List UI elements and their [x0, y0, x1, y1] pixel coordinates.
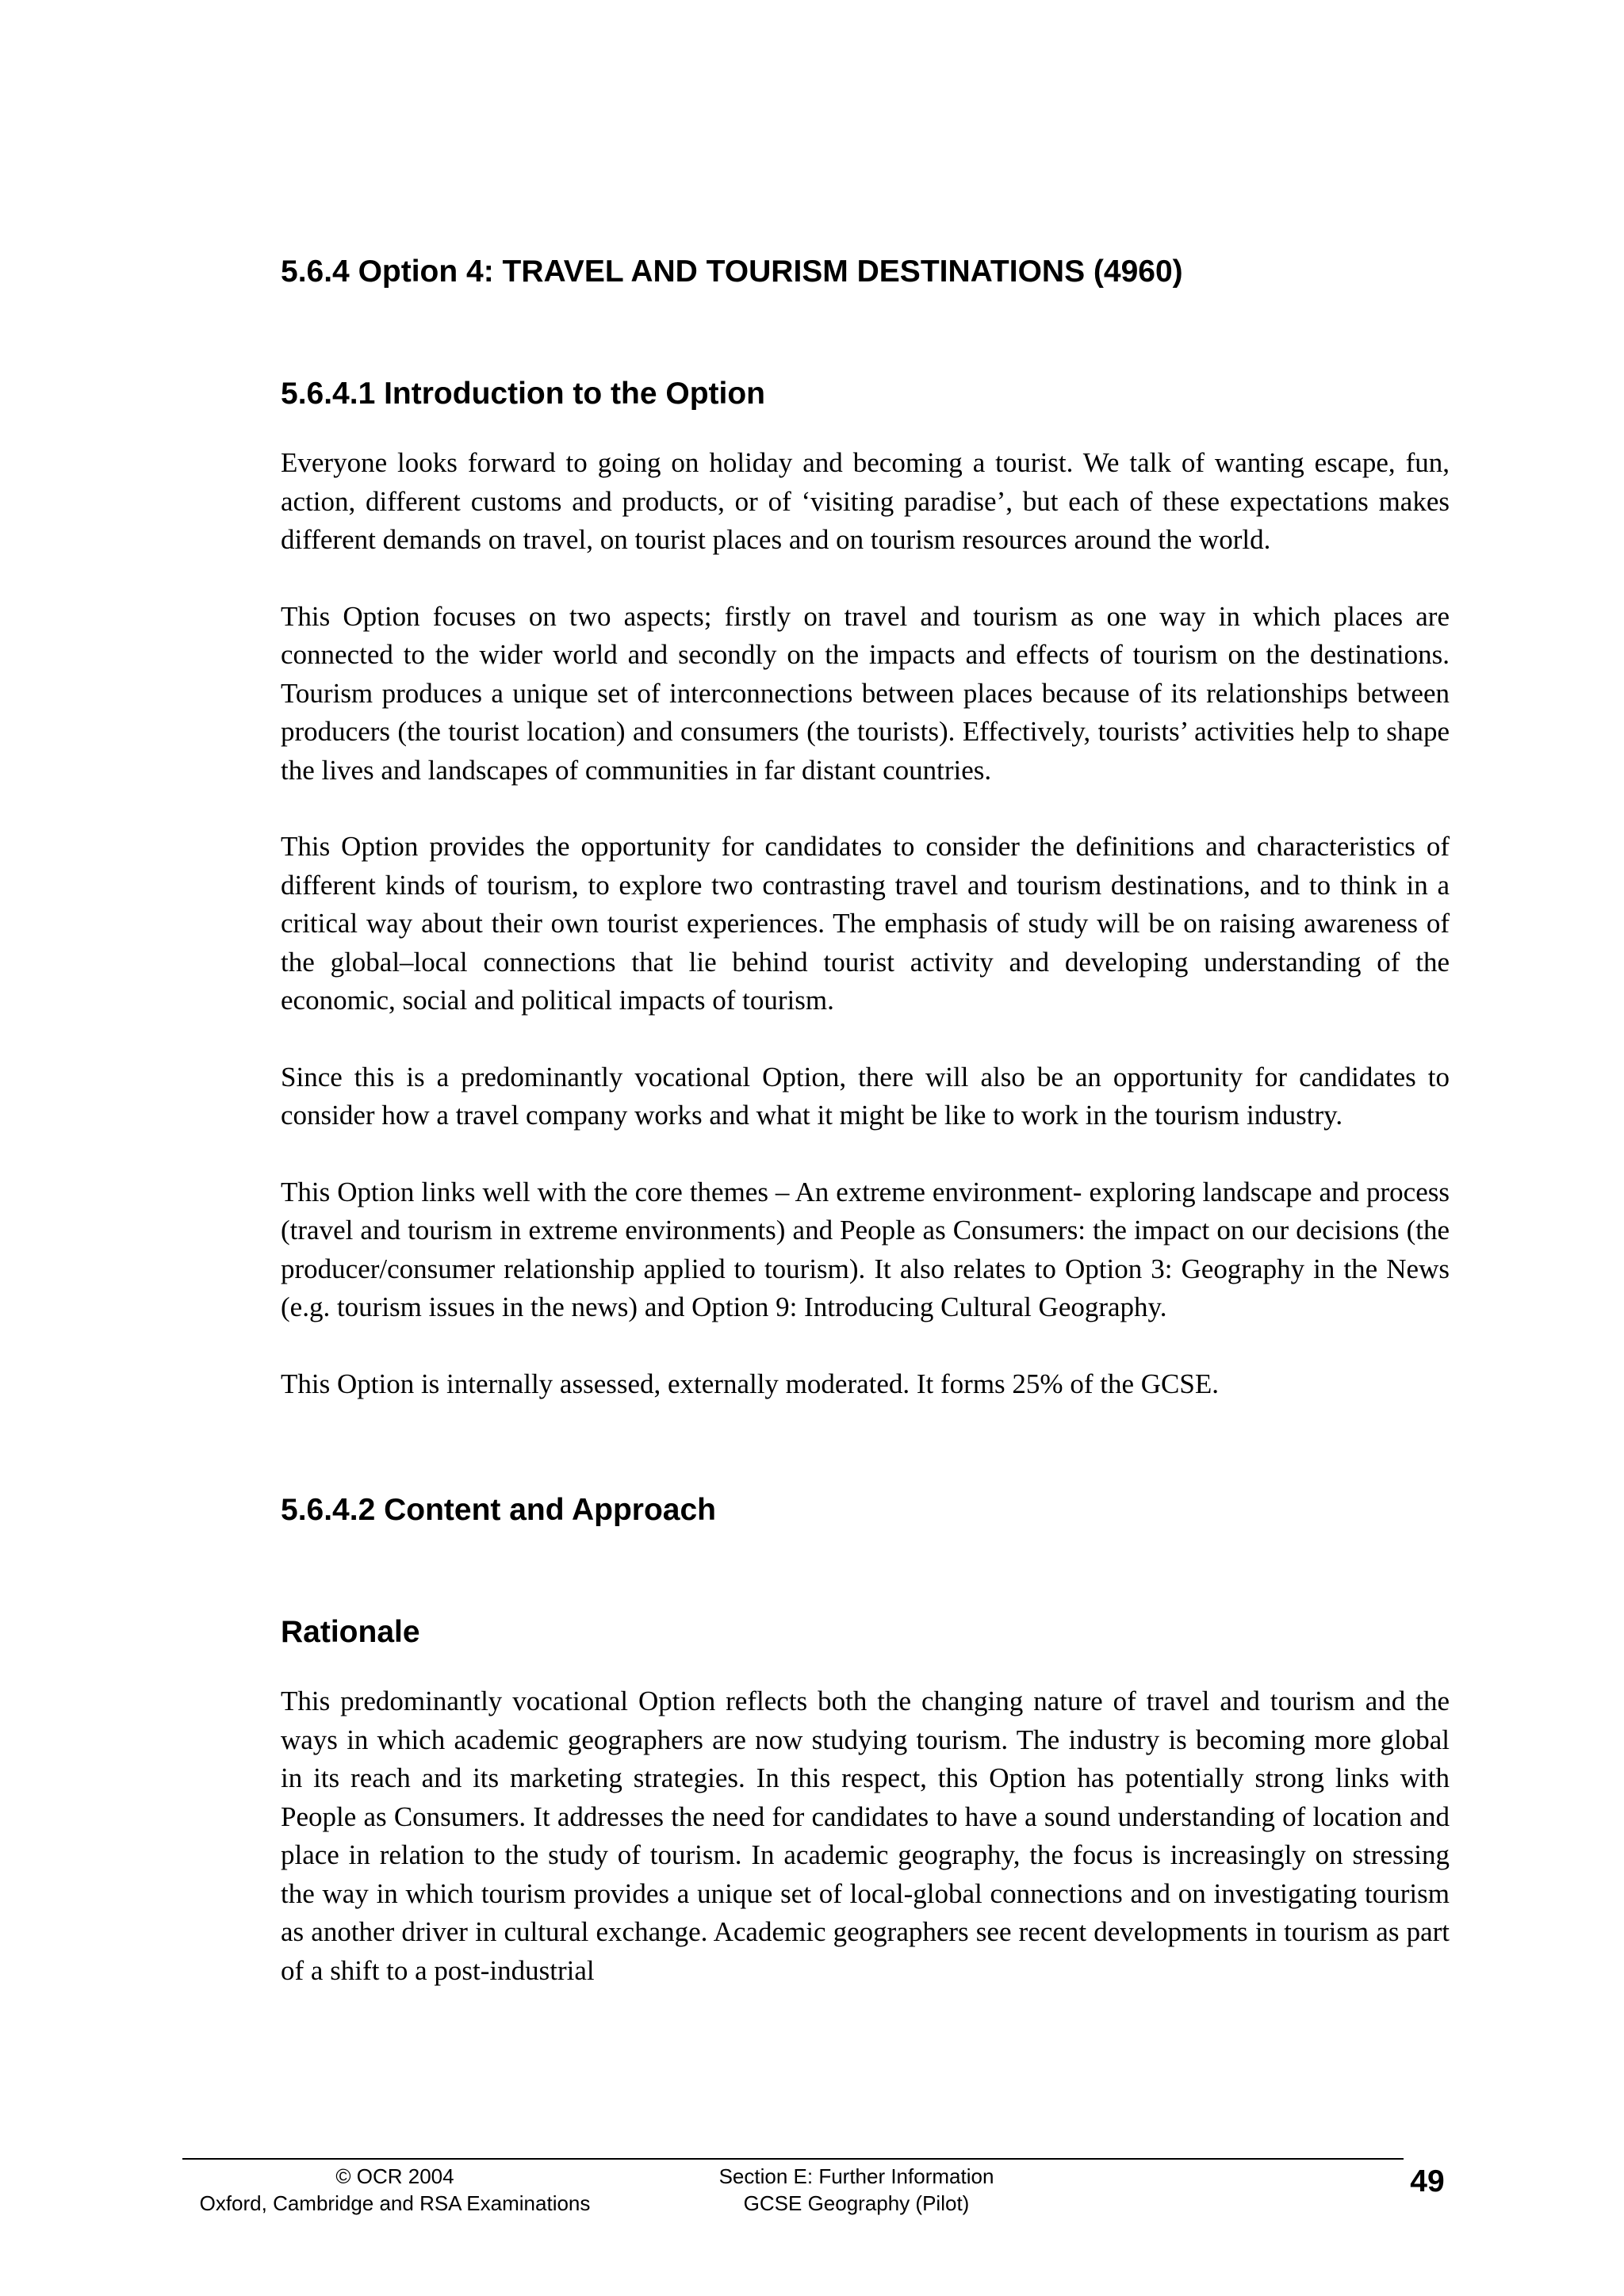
page-number: 49: [1410, 2164, 1445, 2198]
page-content: [281, 252, 1450, 2028]
intro-paragraph-5: This Option links well with the core themes – An extreme environment- exploring landscape and process (travel and tourism in extreme environments) and People as Consumers: the impact on our decisions (the producer/consumer relationship applied to tourism). It also relates to Option 3: Geography in the News (e.g. tourism issues in the news) and Option 9: Introducing Cultural Geography.: [281, 1176, 1450, 1322]
footer-subject: GCSE Geography (Pilot): [743, 2191, 970, 2215]
intro-paragraph-2: This Option focuses on two aspects; firstly on travel and tourism as one way in which places are connected to the wider world and secondly on the impacts and effects of tourism on the destinations. Tourism produces a unique set of interconnections between places because of its relationships between producers (the tourist location) and consumers (the tourists). Effectively, tourists’ activities help to shape the lives and landscapes of communities in far distant countries.: [281, 600, 1450, 786]
rationale-heading: Rationale: [281, 1615, 420, 1649]
footer-divider: [182, 2158, 1404, 2160]
page-title: 5.6.4 Option 4: TRAVEL AND TOURISM DESTINATIONS (4960): [281, 254, 1183, 289]
footer-copyright: © OCR 2004: [335, 2164, 454, 2188]
intro-heading: 5.6.4.1 Introduction to the Option: [281, 377, 765, 411]
rationale-paragraph: This predominantly vocational Option reflects both the changing nature of travel and tourism and the ways in which academic geographers are now studying tourism. The industry is becoming more global in its reach and its marketing strategies. In this respect, this Option has potentially strong links with People as Consumers. It addresses the need for candidates to have a sound understanding of location and place in relation to the study of tourism. In academic geography, the focus is increasingly on stressing the way in which tourism provides a unique set of local-global connections and on investigating tourism as another driver in cultural exchange. Academic geographers see recent developments in tourism as part of a shift to a post-industrial: [281, 1686, 1450, 1986]
footer-section: Section E: Further Information: [718, 2164, 994, 2188]
content-approach-heading: 5.6.4.2 Content and Approach: [281, 1493, 716, 1527]
footer-center: [658, 2163, 1055, 2217]
intro-paragraph-1: Everyone looks forward to going on holiday and becoming a tourist. We talk of wanting escape, fun, action, different customs and products, or of ‘visiting paradise’, but each of these expectations makes different demands on travel, on tourist places and on tourism resources around the world.: [281, 447, 1450, 555]
intro-paragraph-3: This Option provides the opportunity for candidates to consider the definitions and characteristics of different kinds of tourism, to explore two contrasting travel and tourism destinations, and to think in a critical way about their own tourist experiences. The emphasis of study will be on raising awareness of the global–local connections that lie behind tourist activity and developing understanding of the economic, social and political impacts of tourism.: [281, 831, 1450, 1016]
intro-paragraph-4: Since this is a predominantly vocational Option, there will also be an opportunity for candidates to consider how a travel company works and what it might be like to work in the tourism industry.: [281, 1061, 1450, 1131]
intro-paragraph-6: This Option is internally assessed, externally moderated. It forms 25% of the GCSE.: [281, 1368, 1219, 1399]
footer-left: [181, 2163, 609, 2217]
footer-organisation: Oxford, Cambridge and RSA Examinations: [199, 2191, 591, 2215]
